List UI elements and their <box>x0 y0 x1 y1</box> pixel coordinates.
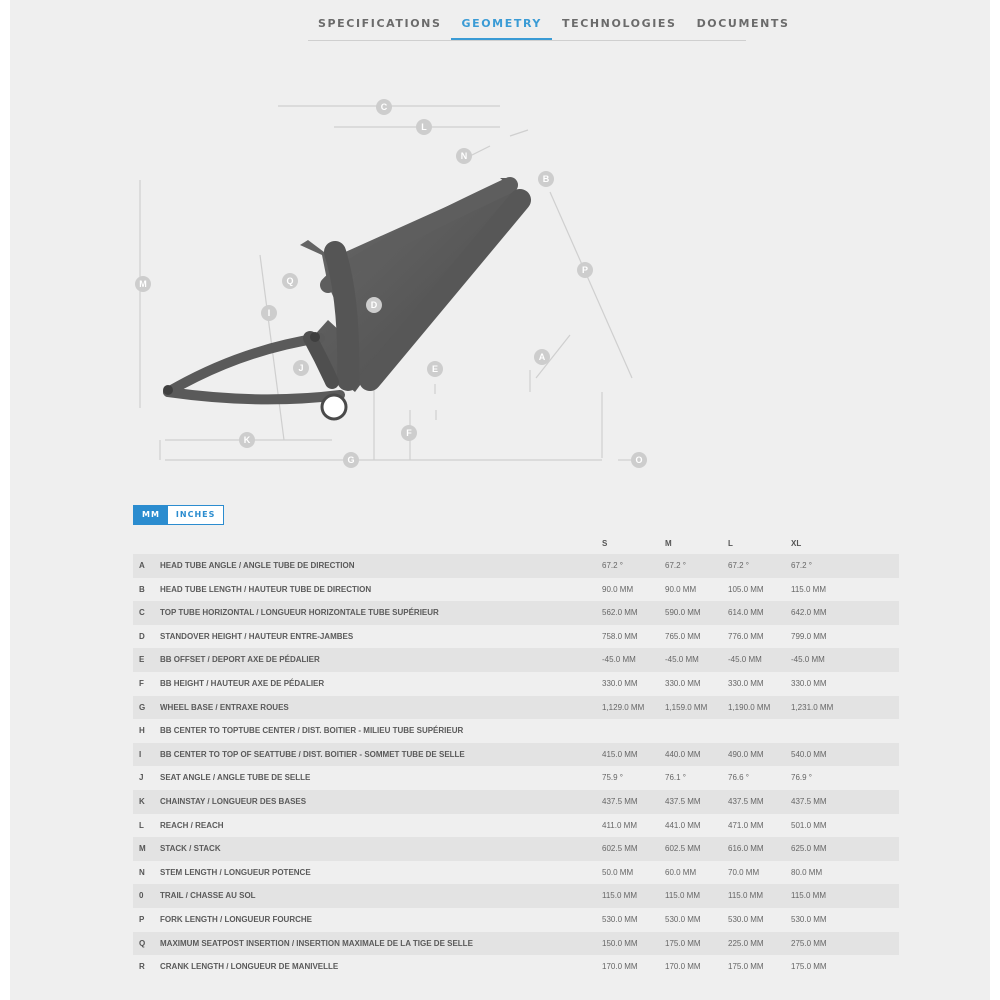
row-label: WHEEL BASE / ENTRAXE ROUES <box>160 702 289 712</box>
column-header-m: M <box>665 539 672 548</box>
row-letter: H <box>139 726 145 736</box>
table-row <box>133 648 899 672</box>
frame-drawing <box>10 0 990 490</box>
value-m: 175.0 MM <box>665 938 701 948</box>
row-label: TRAIL / CHASSE AU SOL <box>160 891 256 901</box>
row-letter: Q <box>139 938 146 948</box>
row-letter: C <box>139 608 145 618</box>
value-s: -45.0 MM <box>602 655 636 665</box>
value-s: 562.0 MM <box>602 608 638 618</box>
table-row <box>133 625 899 649</box>
value-s: 115.0 MM <box>602 891 637 901</box>
value-m: 1,159.0 MM <box>665 702 708 712</box>
value-xl: 625.0 MM <box>791 844 827 854</box>
bike-frame <box>163 178 522 419</box>
value-l: 67.2 ° <box>728 561 749 570</box>
value-m: 115.0 MM <box>665 891 700 901</box>
marker-d: D <box>366 297 382 313</box>
geometry-page <box>10 0 990 1000</box>
row-letter: I <box>139 749 142 759</box>
value-m: 60.0 MM <box>665 867 697 877</box>
marker-e: E <box>427 361 443 377</box>
table-row <box>133 554 899 578</box>
marker-b: B <box>538 171 554 187</box>
value-xl: 530.0 MM <box>791 914 827 924</box>
value-l: 776.0 MM <box>728 631 764 641</box>
value-xl: 115.0 MM <box>791 584 826 594</box>
table-row <box>133 837 899 861</box>
marker-k: K <box>239 432 255 448</box>
value-xl: 80.0 MM <box>791 867 823 877</box>
value-s: 75.9 ° <box>602 773 623 783</box>
row-label: MAXIMUM SEATPOST INSERTION / INSERTION MAXIMALE DE LA TIGE DE SELLE <box>160 938 473 948</box>
value-xl: 275.0 MM <box>791 938 827 948</box>
value-l: -45.0 MM <box>728 655 762 665</box>
row-label: FORK LENGTH / LONGUEUR FOURCHE <box>160 914 312 924</box>
value-xl: 76.9 ° <box>791 773 812 783</box>
column-header-s: S <box>602 539 608 548</box>
row-letter: L <box>139 820 144 830</box>
value-l: 175.0 MM <box>728 962 764 972</box>
marker-q: Q <box>282 273 298 289</box>
row-label: CRANK LENGTH / LONGUEUR DE MANIVELLE <box>160 962 339 972</box>
value-s: 758.0 MM <box>602 631 638 641</box>
row-letter: A <box>139 561 145 570</box>
value-xl: 799.0 MM <box>791 631 827 641</box>
row-label: TOP TUBE HORIZONTAL / LONGUEUR HORIZONTALE TUBE SUPÉRIEUR <box>160 608 439 618</box>
value-s: 170.0 MM <box>602 962 638 972</box>
row-letter: P <box>139 914 145 924</box>
value-m: 76.1 ° <box>665 773 686 783</box>
marker-l: L <box>416 119 432 135</box>
row-letter: G <box>139 702 146 712</box>
value-m: 170.0 MM <box>665 962 701 972</box>
value-m: 530.0 MM <box>665 914 701 924</box>
value-s: 67.2 ° <box>602 561 623 570</box>
value-m: 765.0 MM <box>665 631 701 641</box>
value-xl: 642.0 MM <box>791 608 827 618</box>
value-s: 90.0 MM <box>602 584 634 594</box>
marker-g: G <box>343 452 359 468</box>
value-xl: 115.0 MM <box>791 891 826 901</box>
tab-specifications[interactable]: SPECIFICATIONS <box>318 17 442 30</box>
row-label: BB HEIGHT / HAUTEUR AXE DE PÉDALIER <box>160 678 325 688</box>
value-m: 90.0 MM <box>665 584 697 594</box>
value-m: 437.5 MM <box>665 796 701 806</box>
row-label: BB CENTER TO TOP OF SEATTUBE / DIST. BOITIER - SOMMET TUBE DE SELLE <box>160 749 465 759</box>
row-label: STEM LENGTH / LONGUEUR POTENCE <box>160 867 311 877</box>
value-m: 602.5 MM <box>665 844 701 854</box>
unit-toggle <box>133 505 224 525</box>
column-header-l: L <box>728 539 733 548</box>
row-letter: 0 <box>139 891 144 901</box>
row-letter: F <box>139 678 144 688</box>
table-row <box>133 601 899 625</box>
value-l: 70.0 MM <box>728 867 760 877</box>
row-label: REACH / REACH <box>160 820 224 830</box>
value-l: 76.6 ° <box>728 773 749 783</box>
value-xl: 330.0 MM <box>791 678 827 688</box>
value-s: 437.5 MM <box>602 796 638 806</box>
row-label: STACK / STACK <box>160 844 221 854</box>
marker-i: I <box>261 305 277 321</box>
value-s: 602.5 MM <box>602 844 638 854</box>
value-xl: 540.0 MM <box>791 749 827 759</box>
row-letter: M <box>139 844 146 854</box>
table-row <box>133 790 899 814</box>
value-xl: 175.0 MM <box>791 962 827 972</box>
table-header <box>133 534 899 554</box>
value-m: -45.0 MM <box>665 655 699 665</box>
value-s: 330.0 MM <box>602 678 638 688</box>
row-letter: R <box>139 962 145 972</box>
value-m: 440.0 MM <box>665 749 701 759</box>
value-xl: 1,231.0 MM <box>791 702 834 712</box>
marker-f: F <box>401 425 417 441</box>
marker-a: A <box>534 349 550 365</box>
tab-technologies[interactable]: TECHNOLOGIES <box>561 17 677 30</box>
row-label: BB OFFSET / DEPORT AXE DE PÉDALIER <box>160 655 320 665</box>
value-m: 590.0 MM <box>665 608 701 618</box>
value-l: 105.0 MM <box>728 584 764 594</box>
value-s: 530.0 MM <box>602 914 638 924</box>
value-xl: 437.5 MM <box>791 796 827 806</box>
tab-geometry[interactable]: GEOMETRY <box>451 14 552 40</box>
marker-o: O <box>631 452 647 468</box>
marker-n: N <box>456 148 472 164</box>
geometry-table <box>133 534 899 979</box>
row-label: STANDOVER HEIGHT / HAUTEUR ENTRE-JAMBES <box>160 631 354 641</box>
table-body <box>133 554 899 979</box>
table-row <box>133 932 899 956</box>
value-l: 1,190.0 MM <box>728 702 771 712</box>
table-row <box>133 743 899 767</box>
value-s: 411.0 MM <box>602 820 637 830</box>
table-row <box>133 766 899 790</box>
table-row <box>133 719 899 743</box>
value-m: 330.0 MM <box>665 678 701 688</box>
row-label: BB CENTER TO TOPTUBE CENTER / DIST. BOITIER - MILIEU TUBE SUPÉRIEUR <box>160 726 464 736</box>
value-l: 616.0 MM <box>728 844 764 854</box>
tab-documents[interactable]: DOCUMENTS <box>696 17 790 30</box>
value-l: 225.0 MM <box>728 938 764 948</box>
marker-p: P <box>577 262 593 278</box>
row-label: HEAD TUBE LENGTH / HAUTEUR TUBE DE DIRECTION <box>160 584 372 594</box>
table-row <box>133 814 899 838</box>
marker-j: J <box>293 360 309 376</box>
table-row <box>133 908 899 932</box>
marker-m: M <box>135 276 151 292</box>
table-row <box>133 884 899 908</box>
row-letter: K <box>139 796 145 806</box>
table-row <box>133 955 899 979</box>
value-m: 67.2 ° <box>665 561 686 570</box>
value-l: 530.0 MM <box>728 914 764 924</box>
value-l: 115.0 MM <box>728 891 763 901</box>
value-l: 490.0 MM <box>728 749 764 759</box>
value-xl: -45.0 MM <box>791 655 825 665</box>
value-l: 330.0 MM <box>728 678 764 688</box>
value-l: 614.0 MM <box>728 608 764 618</box>
column-header-xl: XL <box>791 539 802 548</box>
table-row <box>133 578 899 602</box>
value-s: 415.0 MM <box>602 749 638 759</box>
geometry-diagram <box>10 0 990 490</box>
row-label: HEAD TUBE ANGLE / ANGLE TUBE DE DIRECTION <box>160 561 355 570</box>
row-letter: B <box>139 584 145 594</box>
row-label: CHAINSTAY / LONGUEUR DES BASES <box>160 796 307 806</box>
marker-c: C <box>376 99 392 115</box>
table-row <box>133 672 899 696</box>
value-s: 150.0 MM <box>602 938 638 948</box>
row-letter: D <box>139 631 145 641</box>
value-m: 441.0 MM <box>665 820 701 830</box>
row-letter: E <box>139 655 145 665</box>
value-s: 50.0 MM <box>602 867 634 877</box>
value-l: 471.0 MM <box>728 820 764 830</box>
table-row <box>133 696 899 720</box>
value-xl: 67.2 ° <box>791 561 812 570</box>
table-row <box>133 861 899 885</box>
value-xl: 501.0 MM <box>791 820 827 830</box>
row-label: SEAT ANGLE / ANGLE TUBE DE SELLE <box>160 773 311 783</box>
value-l: 437.5 MM <box>728 796 764 806</box>
value-s: 1,129.0 MM <box>602 702 645 712</box>
row-letter: N <box>139 867 145 877</box>
unit-mm-button[interactable]: MM <box>134 506 168 524</box>
unit-inches-button[interactable]: INCHES <box>175 510 216 519</box>
row-letter: J <box>139 773 144 783</box>
